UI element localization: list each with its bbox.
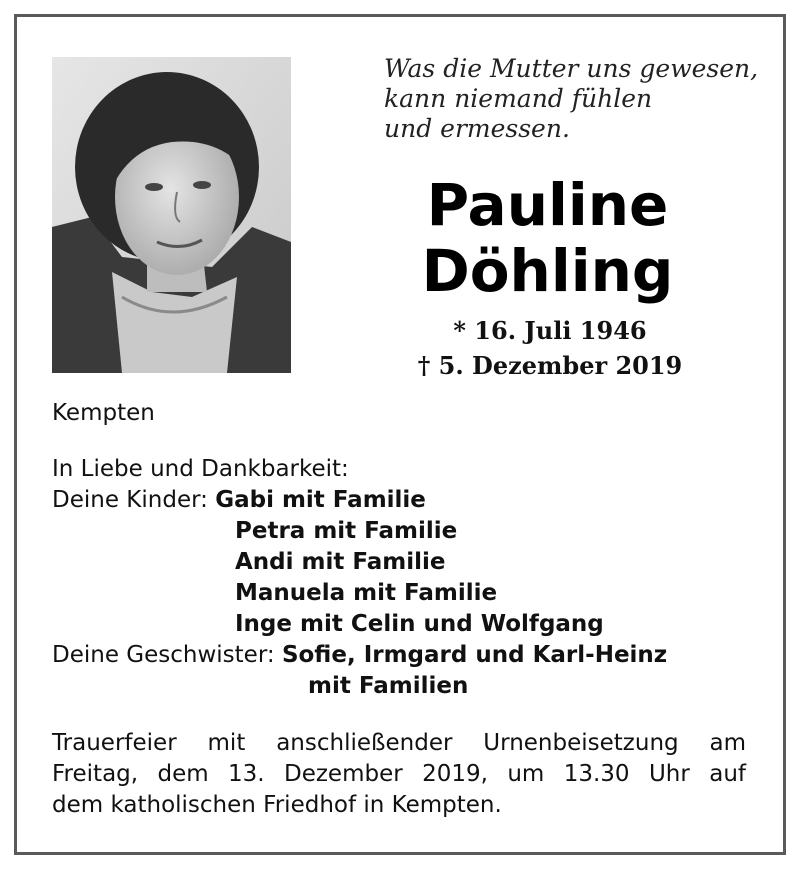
city: Kempten [52,400,155,426]
child-entry: Andi mit Familie [235,549,446,575]
sibling-entry: mit Familien [308,673,469,699]
child-entry: Gabi mit Familie [215,487,426,513]
portrait-photo [52,57,291,373]
mourners-intro: In Liebe und Dankbarkeit: [52,456,349,482]
death-date: † 5. Dezember 2019 [417,351,683,380]
children-row [52,485,426,516]
quote-block [384,54,784,144]
funeral-line: dem katholischen Friedhof in Kempten. [52,792,502,818]
sibling-entry: Sofie, Irmgard und Karl-Heinz [281,642,668,668]
child-entry: Petra mit Familie [235,518,458,544]
funeral-line: Trauerfeier mit anschließender Urnenbeisetzung am [52,730,746,756]
deceased-first-name: Pauline [426,171,669,239]
funeral-info [52,728,746,821]
funeral-line: Freitag, dem 13. Dezember 2019, um 13.30 Uhr auf [52,761,746,787]
child-entry: Manuela mit Familie [235,580,498,606]
children-label: Deine Kinder: [52,487,208,513]
siblings-label: Deine Geschwister: [52,642,275,668]
quote-line: und ermessen. [384,114,570,143]
child-entry: Inge mit Celin und Wolfgang [235,611,604,637]
birth-date: * 16. Juli 1946 [453,316,647,345]
quote-line: Was die Mutter uns gewesen, [384,54,759,83]
deceased-last-name: Döhling [421,237,674,305]
siblings-row [52,640,667,671]
quote-line: kann niemand fühlen [384,84,653,113]
